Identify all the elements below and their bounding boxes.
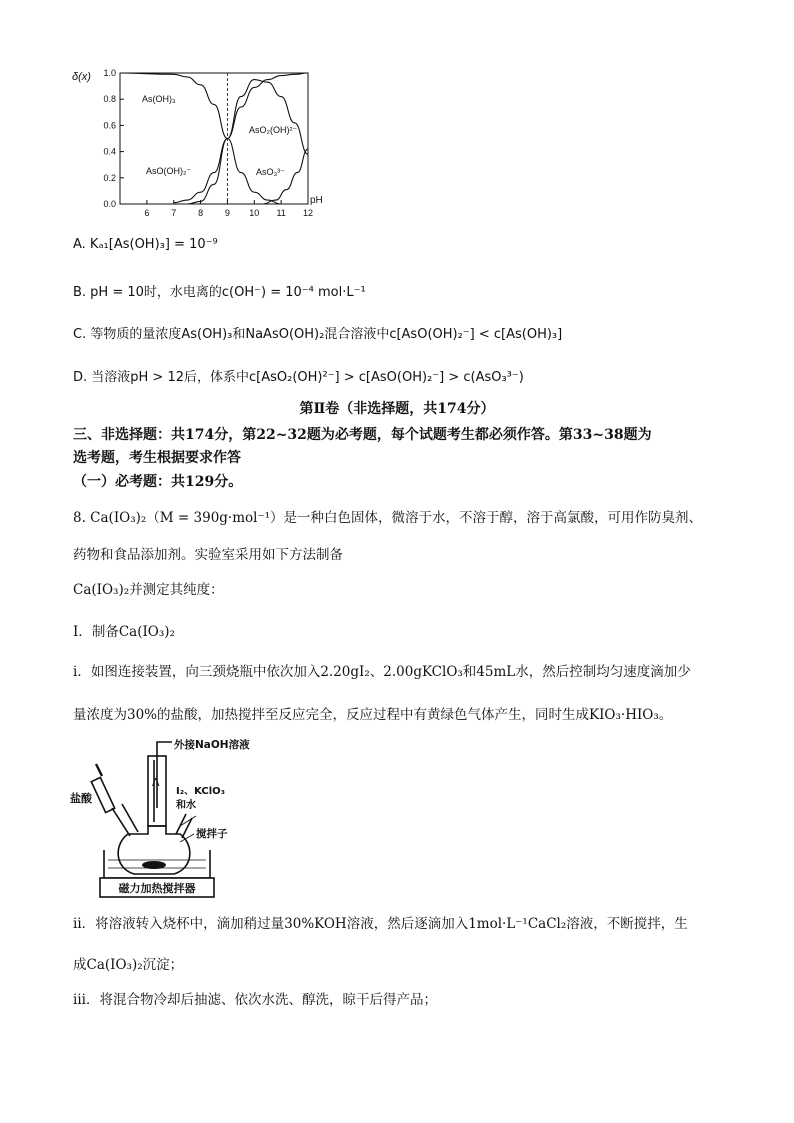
series-line-0 — [120, 73, 281, 204]
curves — [120, 73, 308, 204]
label-stir-bar: 搅拌子 — [196, 828, 228, 840]
y-tick-label: 0.4 — [103, 146, 116, 157]
x-tick-label: 12 — [302, 208, 314, 218]
apparatus-diagram — [68, 738, 258, 898]
question-8-line-3: Ca(IO₃)₂并测定其纯度： — [73, 582, 224, 598]
y-tick-label: 1.0 — [103, 68, 116, 78]
dropping-funnel — [91, 777, 114, 812]
part-1-heading: Ⅰ．制备Ca(IO₃)₂ — [73, 624, 175, 640]
label-hydrochloric-acid: 盐酸 — [70, 792, 92, 805]
option-d: D. 当溶液pH > 12后，体系中c[AsO₂(OH)²⁻] > c[AsO(OH)₂⁻] > c(AsO₃³⁻) — [73, 370, 524, 385]
label-aso3: AsO₃³⁻ — [256, 167, 285, 177]
step-i-line-1: ⅰ．如图连接装置，向三颈烧瓶中依次加入2.20gI₂、2.00gKClO₃和45mL水，然后控制均匀速度滴加少 — [73, 664, 691, 680]
x-tick-label: 10 — [249, 208, 260, 218]
step-iii: ⅲ．将混合物冷却后抽滤、依次水洗、醇洗，晾干后得产品； — [73, 992, 437, 1008]
section-intro-line-2: 选考题，考生根据要求作答 — [73, 450, 241, 466]
x-tick-label: 11 — [276, 208, 286, 218]
option-c: C. 等物质的量浓度As(OH)₃和NaAsO(OH)₂混合溶液中c[AsO(OH)₂⁻] < c[As(OH)₃] — [73, 327, 563, 342]
y-tick-label: 0.0 — [103, 199, 116, 209]
y-tick-label: 0.2 — [103, 172, 116, 183]
option-b: B. pH = 10时，水电离的c(OH⁻) = 10⁻⁴ mol·L⁻¹ — [73, 285, 366, 300]
step-i-line-2: 量浓度为30%的盐酸，加热搅拌至反应完全，反应过程中有黄绿色气体产生，同时生成KIO₃·HIO₃。 — [73, 707, 673, 723]
label-reagents-water: 和水 — [176, 800, 196, 811]
naoh-outlet-tube — [157, 742, 172, 808]
question-8-line-1: 8. Ca(IO₃)₂（M = 390g·mol⁻¹）是一种白色固体，微溶于水，不溶于醇，溶于高氯酸，可用作防臭剂、 — [73, 510, 703, 526]
question-8-line-2: 药物和食品添加剂。实验室采用如下方法制备 — [73, 547, 343, 563]
x-tick-label: 8 — [198, 208, 204, 218]
step-ii-line-2: 成Ca(IO₃)₂沉淀； — [73, 957, 184, 973]
label-aso2-oh: AsO₂(OH)²⁻ — [249, 125, 298, 135]
x-axis-label: pH — [310, 195, 323, 206]
step-ii-line-1: ⅱ．将溶液转入烧杯中，滴加稍过量30%KOH溶液，然后逐滴加入1mol·L⁻¹CaCl₂溶液，不断搅拌，生 — [73, 916, 688, 932]
x-tick-label: 7 — [171, 208, 177, 218]
y-axis-label: δ(x) — [72, 71, 91, 83]
label-magnetic-stirrer: 磁力加热搅拌器 — [118, 882, 196, 895]
label-as-oh3: As(OH)₃ — [142, 94, 176, 104]
side-neck-left — [112, 804, 138, 836]
label-reagents: I₂、KClO₃ — [176, 786, 226, 797]
label-aso-oh2: AsO(OH)₂⁻ — [146, 166, 192, 176]
label-naoh-outlet: 外接NaOH溶液 — [174, 739, 250, 751]
y-tick-label: 0.8 — [103, 94, 116, 105]
condenser-mark: Λ — [152, 776, 160, 789]
speciation-chart — [68, 62, 323, 218]
required-questions-heading: （一）必考题：共129分。 — [73, 474, 243, 490]
option-a: A. Kₐ₁[As(OH)₃] = 10⁻⁹ — [73, 237, 218, 252]
x-tick-label: 9 — [224, 208, 230, 218]
section-intro-line-1: 三、非选择题：共174分，第22~32题为必考题，每个试题考生都必须作答。第33~38题为 — [73, 427, 652, 443]
y-tick-label: 0.6 — [103, 120, 116, 131]
stir-bar — [142, 861, 166, 869]
series-line-1 — [174, 73, 308, 203]
axis-ticks — [103, 68, 313, 218]
part-two-title: 第Ⅱ卷（非选择题，共174分） — [299, 401, 495, 417]
x-tick-label: 6 — [144, 208, 150, 218]
